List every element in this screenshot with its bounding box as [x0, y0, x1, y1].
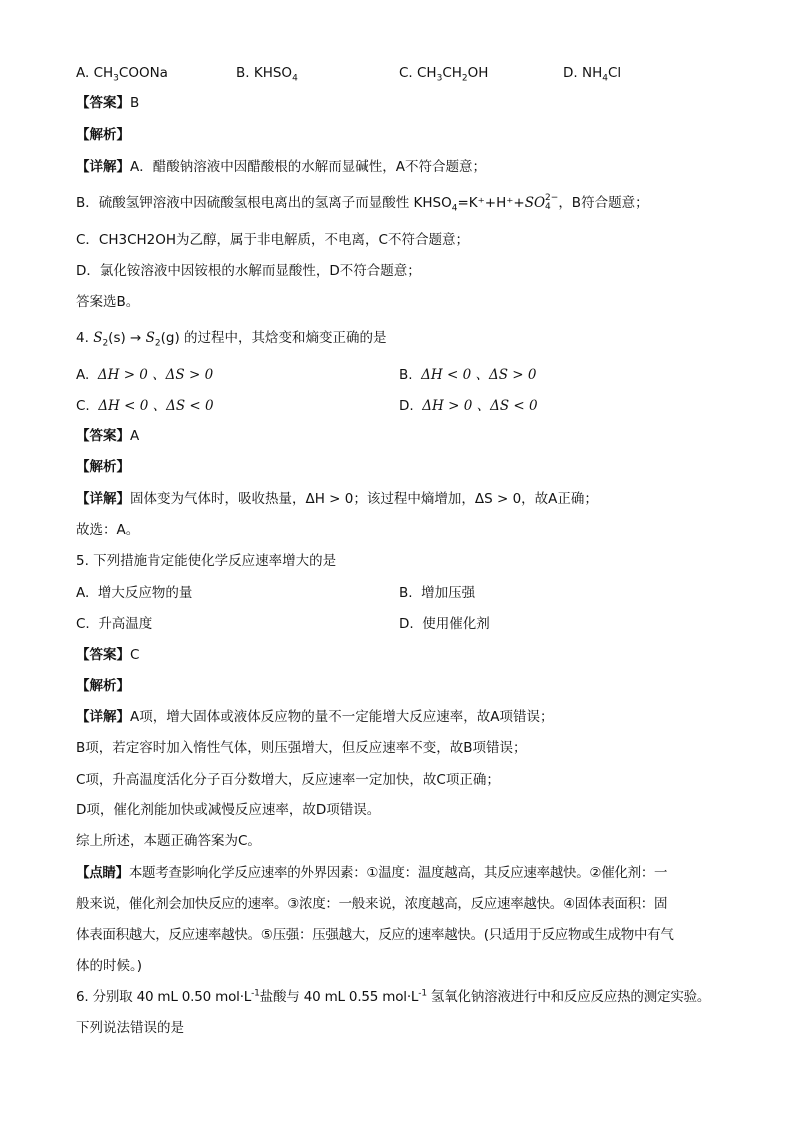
q5-detail-d: D项，催化剂能加快或减慢反应速率，故D项错误。 [76, 802, 381, 818]
q5-comment-3: 体表面积越大，反应速率越快。⑤压强：压强越大，反应的速率越快。(只适用于反应物或生成物中有气 [76, 927, 674, 943]
q5-option-a: A. 增大反应物的量 [76, 585, 193, 601]
q3-detail-d: D．氯化铵溶液中因铵根的水解而显酸性，D不符合题意； [76, 263, 421, 279]
q5-detail-c: C项，升高温度活化分子百分数增大，反应速率一定加快，故C项正确； [76, 772, 500, 788]
q5-stem: 5. 下列措施肯定能使化学反应速率增大的是 [76, 553, 337, 569]
q4-option-d: D. ΔH > 0 、ΔS < 0 [399, 398, 538, 414]
q3-conclusion: 答案选B。 [76, 294, 140, 310]
q5-detail-b: B项，若定容时加入惰性气体，则压强增大，但反应速率不变，故B项错误； [76, 740, 527, 756]
q3-answer: 【答案】B [76, 95, 140, 111]
q3-analysis-tag: 【解析】 [76, 127, 130, 143]
q5-comment-4: 体的时候。) [76, 958, 143, 974]
q3-option-c: C. $CH_3CH_2OH$ [399, 65, 489, 84]
q5-conclusion: 综上所述，本题正确答案为C。 [76, 833, 261, 849]
q5-comment-1: 【点睛】本题考查影响化学反应速率的外界因素：①温度：温度越高，其反应速率越快。②催化剂：一 [76, 865, 668, 881]
q4-stem: 4. $S_2(s) \to S_2(g)$ 的过程中，其焓变和熵变正确的是 [76, 330, 387, 349]
q3-detail-b: B．硫酸氢钾溶液中因硫酸氢根电离出的氢离子而显酸性 $KHSO_4=K^++H^++SO$ 2− 4 ，B符合题意； [76, 193, 649, 214]
q5-answer: 【答案】C [76, 647, 140, 663]
q5-analysis-tag: 【解析】 [76, 678, 130, 694]
q6-stem-1: 6. 分别取 40 mL 0.50 $mol\cdot L^{-1}$盐酸与 40 mL 0.55 $mol\cdot L^{-1}$ 氢氧化钠溶液进行中和反应反应热的测定实验。 [76, 988, 711, 1005]
q4-option-b: B. ΔH < 0 、ΔS > 0 [399, 367, 537, 383]
q4-conclusion: 故选：A。 [76, 522, 140, 538]
q5-option-b: B. 增加压强 [399, 585, 476, 601]
q4-option-a: A. ΔH > 0 、ΔS > 0 [76, 367, 214, 383]
q6-stem-2: 下列说法错误的是 [76, 1020, 184, 1036]
q3-detail-c: C．CH3CH2OH为乙醇，属于非电解质，不电离，C不符合题意； [76, 232, 469, 248]
q4-analysis-tag: 【解析】 [76, 459, 130, 475]
q5-option-d: D. 使用催化剂 [399, 616, 490, 632]
q4-answer: 【答案】A [76, 428, 140, 444]
q5-comment-2: 般来说，催化剂会加快反应的速率。③浓度：一般来说，浓度越高，反应速率越快。④固体表面积：固 [76, 896, 668, 912]
q3-option-d: D. $NH_4Cl$ [563, 65, 622, 84]
q3-detail-a: 【详解】A．醋酸钠溶液中因醋酸根的水解而显碱性，A不符合题意； [76, 159, 486, 175]
q5-detail-a: 【详解】A项，增大固体或液体反应物的量不一定能增大反应速率，故A项错误； [76, 709, 554, 725]
q4-option-c: C. ΔH < 0 、ΔS < 0 [76, 398, 214, 414]
q4-detail: 【详解】固体变为气体时，吸收热量，ΔH > 0；该过程中熵增加，ΔS > 0，故A正确； [76, 491, 598, 507]
q5-option-c: C. 升高温度 [76, 616, 153, 632]
q3-option-b: B. $KHSO_4$ [236, 65, 298, 84]
q3-option-a: A. $CH_3COONa$ [76, 65, 168, 84]
